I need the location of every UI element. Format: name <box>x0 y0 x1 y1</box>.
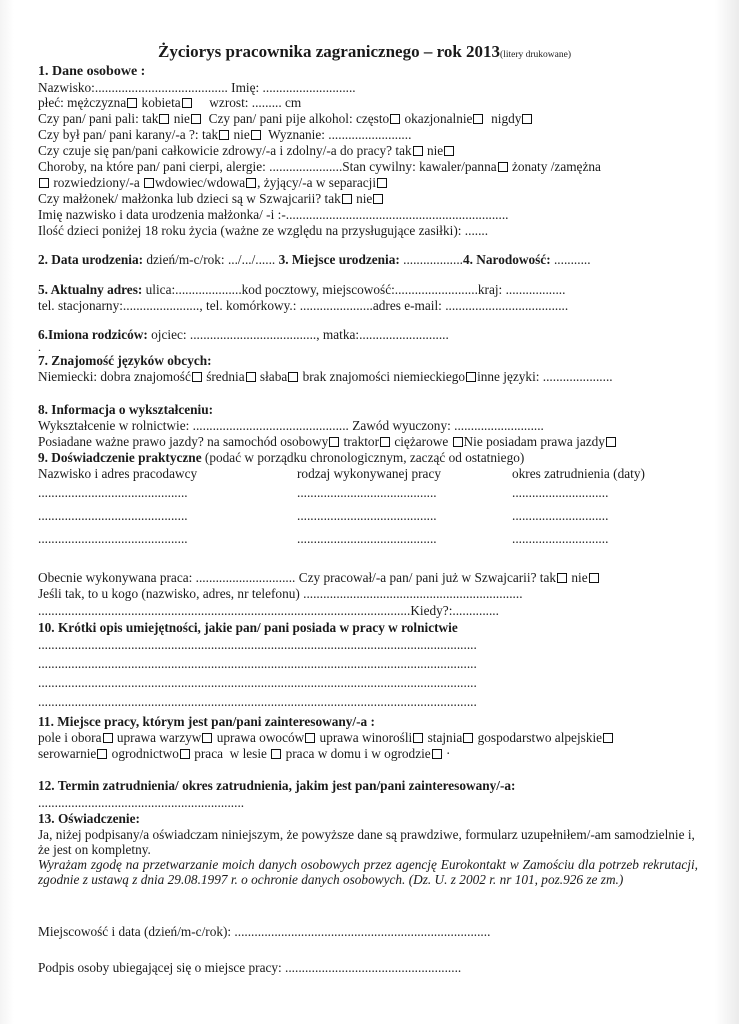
employment-term-field[interactable]: .............................................................. <box>38 795 245 810</box>
worked-switzerland-no-checkbox[interactable] <box>589 573 599 583</box>
previous-employer-field[interactable]: Jeśli tak, to u kogo (nazwisko, adres, nr telefonu) .................................................................. <box>38 586 523 601</box>
alcohol-never-checkbox[interactable] <box>522 114 532 124</box>
current-job-field[interactable]: Obecnie wykonywana praca: .............................. Czy pracował/-a pan/ pani już w Szwajcarii? tak <box>38 570 557 585</box>
license-none-label: Nie posiadam prawa jazdy <box>463 434 605 449</box>
smoking-alcohol-row <box>38 111 708 126</box>
health-no-checkbox[interactable] <box>444 146 454 156</box>
alcohol-occasional-checkbox[interactable] <box>473 114 483 124</box>
cheese-dairy-checkbox[interactable] <box>97 749 107 759</box>
gender-height-row <box>38 95 708 110</box>
section-9-heading: 9. Doświadczenie praktyczne <box>38 450 202 465</box>
separated-checkbox[interactable] <box>377 178 387 188</box>
section-8-heading: 8. Informacja o wykształceniu: <box>38 402 214 417</box>
health-no-label: nie <box>423 143 444 158</box>
section-10-heading: 10. Krótki opis umiejętności, jakie pan/ pani posiada w pracy w rolnictwie <box>38 620 458 635</box>
criminal-yes-checkbox[interactable] <box>219 130 229 140</box>
gender-label: płeć: mężczyzna <box>38 95 127 110</box>
widowed-checkbox[interactable] <box>246 178 256 188</box>
german-medium-label: średnia <box>202 369 245 384</box>
field-barn-checkbox[interactable] <box>103 733 113 743</box>
period-line-3[interactable]: ............................. <box>512 531 609 546</box>
single-checkbox[interactable] <box>498 162 508 172</box>
female-checkbox[interactable] <box>182 98 192 108</box>
declaration-text: Ja, niżej podpisany/a oświadczam niniejszym, że powyższe dane są prawdziwe, formularz uzupełniłem/-am samodzielnie i, że jest on kompletny. <box>38 827 695 857</box>
stray-dot: . <box>38 340 41 354</box>
stray-mark: · <box>442 746 451 761</box>
parents-label: 6.Imiona rodziców: <box>38 327 148 342</box>
criminal-religion-row <box>38 127 708 142</box>
height-field[interactable]: wzrost: ......... cm <box>192 95 302 110</box>
signature-field[interactable]: Podpis osoby ubiegającej się o miejsce pracy: ..................................................... <box>38 960 462 975</box>
forest-label: praca w lesie <box>190 746 271 761</box>
smoking-no-label: nie <box>170 111 190 126</box>
education-field[interactable]: Wykształcenie w rolnictwie: ............................................... Zawód wyuczony: ........................... <box>38 418 544 433</box>
marital-row-2 <box>38 175 708 190</box>
job-type-line-2[interactable]: .......................................... <box>297 508 437 523</box>
surname-name-field[interactable]: Nazwisko:........................................ Imię: ............................ <box>38 80 356 95</box>
job-type-line-3[interactable]: .......................................... <box>297 531 437 546</box>
criminal-no-checkbox[interactable] <box>251 130 261 140</box>
skills-line-1[interactable]: .................................................................................................................................... <box>38 637 477 652</box>
german-good-label: Niemiecki: dobra znajomość <box>38 369 191 384</box>
divorced-label: rozwiedziony/-a <box>50 175 144 190</box>
alpine-farm-label: gospodarstwo alpejskie <box>474 730 603 745</box>
birth-place-field[interactable]: .................. <box>399 252 463 267</box>
german-medium-checkbox[interactable] <box>246 372 256 382</box>
smoking-label: Czy pan/ pani pali: tak <box>38 111 159 126</box>
worked-switzerland-yes-checkbox[interactable] <box>557 573 567 583</box>
spouse-details-field[interactable]: Imię nazwisko i data urodzenia małżonka/ -i :-................................................................... <box>38 207 509 222</box>
smoking-no-checkbox[interactable] <box>191 114 201 124</box>
title-text: Życiorys pracownika zagranicznego – rok 2013 <box>158 42 501 61</box>
skills-line-3[interactable]: .................................................................................................................................... <box>38 675 477 690</box>
field-barn-label: pole i obora <box>38 730 102 745</box>
employer-line-2[interactable]: ............................................. <box>38 508 188 523</box>
title-note: (litery drukowane) <box>500 50 571 60</box>
health-row <box>38 143 708 158</box>
fruit-checkbox[interactable] <box>305 733 315 743</box>
illness-field[interactable]: Choroby, na które pan/ pani cierpi, alergie: ......................Stan cywilny: kawaler/panna <box>38 159 497 174</box>
german-none-label: brak znajomości niemieckiego <box>299 369 466 384</box>
illness-marital-row <box>38 159 708 174</box>
german-level-row <box>38 369 708 384</box>
section-12-heading: 12. Termin zatrudnienia/ okres zatrudnienia, jakim jest pan/pani zainteresowany/-a: <box>38 778 516 793</box>
birth-date-field[interactable]: dzień/m-c/rok: .../.../...... <box>143 252 279 267</box>
parents-field[interactable]: ojciec: ......................................, matka:........................... <box>147 327 449 342</box>
stable-checkbox[interactable] <box>463 733 473 743</box>
nationality-label: 4. Narodowość: <box>462 252 551 267</box>
other-languages-field[interactable]: inne języki: ..................... <box>477 369 613 384</box>
birth-row <box>38 252 708 267</box>
horticulture-checkbox[interactable] <box>180 749 190 759</box>
female-label: kobieta <box>138 95 181 110</box>
workplace-row-2 <box>38 746 708 761</box>
period-line-2[interactable]: ............................. <box>512 508 609 523</box>
criminal-no-label: nie <box>230 127 250 142</box>
alcohol-often-checkbox[interactable] <box>390 114 400 124</box>
license-truck-label: ciężarowe <box>391 434 452 449</box>
house-garden-label: praca w domu i w ogrodzie <box>282 746 431 761</box>
data-consent-text: Wyrażam zgodę na przetwarzanie moich danych osobowych przez agencję Eurokontakt w Zamościu dla potrzeb rekrutacji, zgodnie z ustawą z dnia 29.08.1997 r. o ochronie danych osobowych. (Dz. U. z 2002 r. nr 101, poz.926 ze zm.) <box>38 857 698 887</box>
section-13-heading: 13. Oświadczenie: <box>38 811 140 826</box>
spouse-switzerland-no-label: nie <box>352 191 373 206</box>
forest-checkbox[interactable] <box>271 749 281 759</box>
license-tractor-label: traktor <box>340 434 380 449</box>
current-job-row <box>38 570 708 585</box>
criminal-label: Czy był pan/ pani karany/-a ?: tak <box>38 127 219 142</box>
religion-field[interactable]: Wyznanie: ......................... <box>261 127 412 142</box>
contact-field[interactable]: tel. stacjonarny:......................., tel. komórkowy.: ......................adres e-mail: ..................................... <box>38 298 569 313</box>
stable-label: stajnia <box>424 730 463 745</box>
section-11-heading: 11. Miejsce pracy, którym jest pan/pani zainteresowany/-a : <box>38 714 375 729</box>
skills-line-2[interactable]: .................................................................................................................................... <box>38 656 477 671</box>
married-checkbox[interactable] <box>39 178 49 188</box>
alcohol-often-label: Czy pan/ pani pije alkohol: często <box>201 111 390 126</box>
workplace-row-1 <box>38 730 708 745</box>
spouse-switzerland-row <box>38 191 708 206</box>
driving-license-row <box>38 434 708 449</box>
employer-column-header: Nazwisko i adres pracodawcy <box>38 466 198 481</box>
vineyard-label: uprawa winorośli <box>316 730 413 745</box>
divorced-checkbox[interactable] <box>144 178 154 188</box>
cheese-dairy-label: serowarnie <box>38 746 97 761</box>
birth-date-label: 2. Data urodzenia: <box>38 252 144 267</box>
separated-label: , żyjący/-a w separacji <box>257 175 377 190</box>
german-good-checkbox[interactable] <box>192 372 202 382</box>
spouse-switzerland-label: Czy małżonek/ małżonka lub dzieci są w Szwajcarii? tak <box>38 191 341 206</box>
married-label: żonaty /zamężna <box>508 159 601 174</box>
children-count-field[interactable]: Ilość dzieci poniżej 18 roku życia (ważne ze względu na przysługujące zasiłki): ....... <box>38 223 489 238</box>
place-date-field[interactable]: Miejscowość i data (dzień/m-c/rok): ............................................................................. <box>38 924 491 939</box>
page-title <box>158 42 571 62</box>
license-truck-checkbox[interactable] <box>453 437 463 447</box>
birth-place-label: 3. Miejsce urodzenia: <box>278 252 400 267</box>
section-7-heading: 7. Znajomość języków obcych: <box>38 353 212 368</box>
skills-line-4[interactable]: .................................................................................................................................... <box>38 694 477 709</box>
address-field[interactable]: ulica:....................kod pocztowy, miejscowość:.........................kraj: .................. <box>142 282 566 297</box>
health-yes-checkbox[interactable] <box>413 146 423 156</box>
alcohol-occasional-label: okazjonalnie <box>401 111 473 126</box>
german-weak-checkbox[interactable] <box>288 372 298 382</box>
spouse-switzerland-yes-checkbox[interactable] <box>342 194 352 204</box>
nationality-field[interactable]: ........... <box>550 252 591 267</box>
alcohol-never-label: nigdy <box>484 111 522 126</box>
license-car-checkbox[interactable] <box>329 437 339 447</box>
job-type-column-header: rodzaj wykonywanej pracy <box>297 466 441 481</box>
german-weak-label: słaba <box>256 369 288 384</box>
widowed-label: wdowiec/wdowa <box>155 175 246 190</box>
vineyard-checkbox[interactable] <box>413 733 423 743</box>
employment-period-column-header: okres zatrudnienia (daty) <box>512 466 645 481</box>
worked-switzerland-no-label: nie <box>568 570 588 585</box>
vegetables-checkbox[interactable] <box>202 733 212 743</box>
license-car-label: Posiadane ważne prawo jazdy? na samochód osobowy <box>38 434 329 449</box>
house-garden-checkbox[interactable] <box>432 749 442 759</box>
section-9-subheading: (podać w porządku chronologicznym, zacząć od ostatniego) <box>201 450 525 465</box>
license-none-checkbox[interactable] <box>606 437 616 447</box>
employer-line-1[interactable]: ............................................. <box>38 485 188 500</box>
health-label: Czy czuje się pan/pani całkowicie zdrowy/-a i zdolny/-a do pracy? tak <box>38 143 412 158</box>
job-type-line-1[interactable]: .......................................... <box>297 485 437 500</box>
employer-line-3[interactable]: ............................................. <box>38 531 188 546</box>
period-line-1[interactable]: ............................. <box>512 485 609 500</box>
section-9-heading-row <box>38 450 708 465</box>
alpine-farm-checkbox[interactable] <box>603 733 613 743</box>
section-1-heading: 1. Dane osobowe : <box>38 64 146 79</box>
license-tractor-checkbox[interactable] <box>380 437 390 447</box>
smoking-yes-checkbox[interactable] <box>159 114 169 124</box>
horticulture-label: ogrodnictwo <box>108 746 179 761</box>
address-row <box>38 282 708 297</box>
vegetables-label: uprawa warzyw <box>113 730 202 745</box>
address-label: 5. Aktualny adres: <box>38 282 143 297</box>
fruit-label: uprawa owoców <box>213 730 305 745</box>
male-checkbox[interactable] <box>127 98 137 108</box>
german-none-checkbox[interactable] <box>466 372 476 382</box>
spouse-switzerland-no-checkbox[interactable] <box>373 194 383 204</box>
when-field[interactable]: ................................................................................................................Kiedy?:.............. <box>38 603 499 618</box>
